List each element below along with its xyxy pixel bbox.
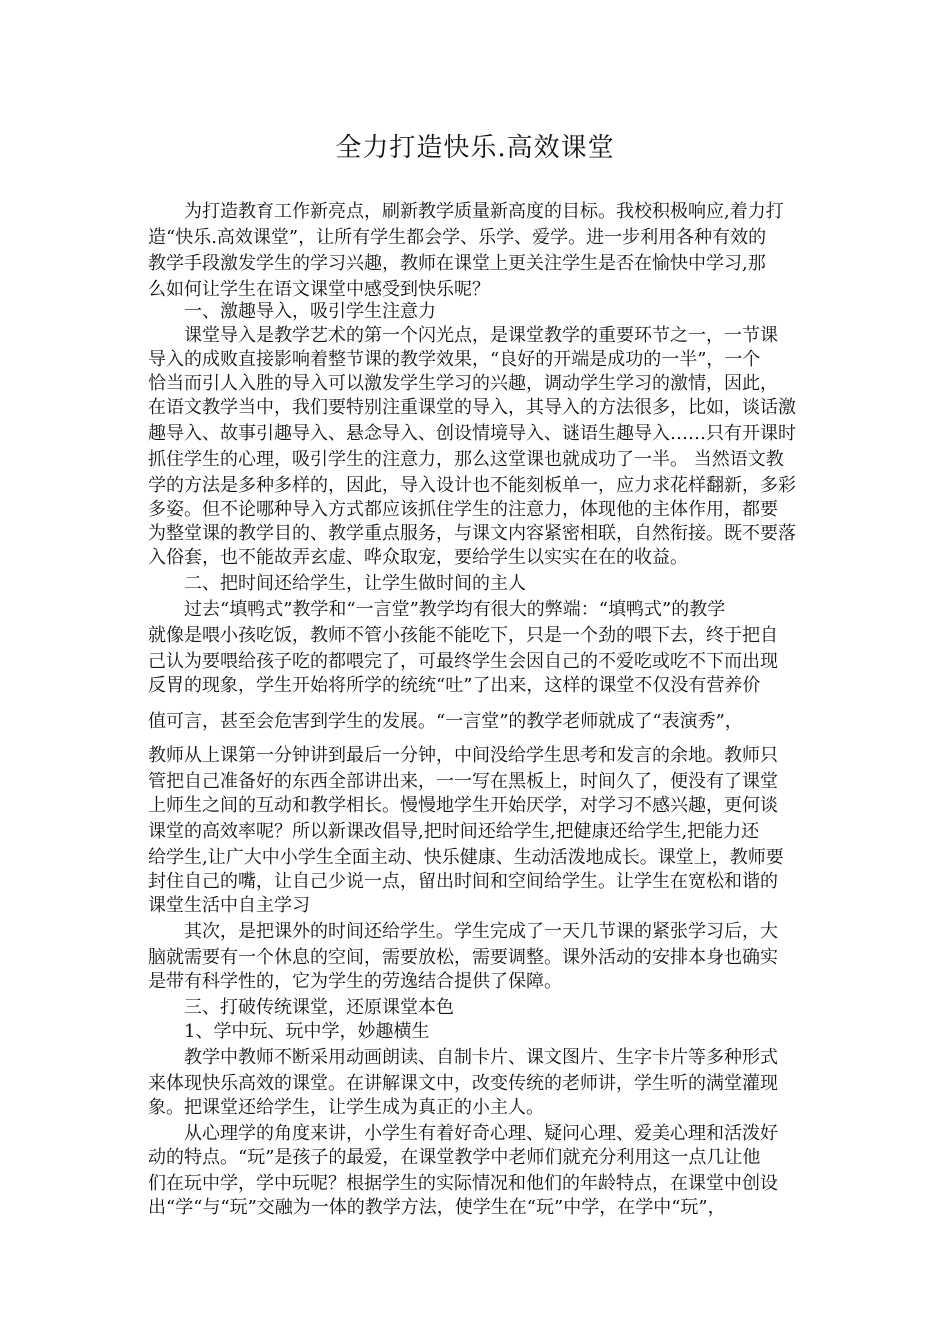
text-line: 象。把课堂还给学生，让学生成为真正的小主人。 <box>148 1097 544 1118</box>
text-line: 为打造教育工作新亮点，刷新教学质量新高度的目标。我校积极响应,着力打 <box>148 201 784 222</box>
text-line: 反胃的现象，学生开始将所学的统统“吐”了出来，这样的课堂不仅没有营养价 <box>148 675 761 696</box>
text-line: 学的方法是多种多样的，因此，导入设计也不能刻板单一，应力求花样翻新，多彩 <box>148 475 796 496</box>
text-line: 为整堂课的教学目的、教学重点服务，与课文内容紧密相联，自然衔接。既不要落 <box>148 523 796 544</box>
section-heading: 三、打破传统课堂，还原课堂本色 <box>148 997 454 1018</box>
text-line: 么如何让学生在语文课堂中感受到快乐呢？ <box>148 279 490 300</box>
document-title: 全力打造快乐.高效课堂 <box>335 133 615 163</box>
text-line: 封住自己的嘴，让自己少说一点，留出时间和空间给学生。让学生在宽松和谐的 <box>148 871 778 892</box>
text-line: 从心理学的角度来讲，小学生有着好奇心理、疑问心理、爱美心理和活泼好 <box>148 1123 778 1144</box>
text-line: 恰当而引人入胜的导入可以激发学生学习的兴趣，调动学生学习的激情，因此， <box>148 373 778 394</box>
text-line: 多姿。但不论哪种导入方式都应该抓住学生的注意力，体现他的主体作用，都要 <box>148 499 778 520</box>
text-line: 给学生,让广大中小学生全面主动、快乐健康、生动活泼地成长。课堂上，教师要 <box>148 847 784 868</box>
text-line: 教学中教师不断采用动画朗读、自制卡片、课文图片、生字卡片等多种形式 <box>148 1047 778 1068</box>
text-line: 课堂的高效率呢？所以新课改倡导,把时间还给学生,把健康还给学生,把能力还 <box>148 821 760 842</box>
text-line: 导入的成败直接影响着整节课的教学效果，“良好的开端是成功的一半”，一个 <box>148 349 761 370</box>
text-line: 趣导入、故事引趣导入、悬念导入、创设情境导入、谜语生趣导入……只有开课时 <box>148 423 796 444</box>
text-line: 是带有科学性的，它为学生的劳逸结合提供了保障。 <box>148 971 562 992</box>
text-line: 上师生之间的互动和教学相长。慢慢地学生开始厌学，对学习不感兴趣，更何谈 <box>148 795 778 816</box>
section-heading: 二、把时间还给学生，让学生做时间的主人 <box>148 573 526 594</box>
text-line: 抓住学生的心理，吸引学生的注意力，那么这堂课也就成功了一半。 当然语文教 <box>148 449 784 470</box>
text-line: 造“快乐.高效课堂”，让所有学生都会学、乐学、爱学。进一步利用各种有效的 <box>148 227 767 248</box>
text-line: 脑就需要有一个休息的空间，需要放松，需要调整。课外活动的安排本身也确实 <box>148 947 778 968</box>
text-line: 教学手段激发学生的学习兴趣，教师在课堂上更关注学生是否在愉快中学习,那 <box>148 253 766 274</box>
text-line: 管把自己准备好的东西全部讲出来，一一写在黑板上，时间久了，便没有了课堂 <box>148 771 778 792</box>
text-line: 己认为要喂给孩子吃的都喂完了，可最终学生会因自己的不爱吃或吃不下而出现 <box>148 651 778 672</box>
text-line: 过去“填鸭式”教学和“一言堂”教学均有很大的弊端：“填鸭式”的教学 <box>148 599 726 620</box>
text-line: 在语文教学当中，我们要特别注重课堂的导入，其导入的方法很多，比如，谈话激 <box>148 397 796 418</box>
text-line: 们在玩中学，学中玩呢？根据学生的实际情况和他们的年龄特点，在课堂中创设 <box>148 1173 778 1194</box>
text-line: 值可言，甚至会危害到学生的发展。“一言堂”的教学老师就成了“表演秀”， <box>148 711 743 732</box>
sub-heading: 1、学中玩、玩中学，妙趣横生 <box>148 1021 430 1042</box>
text-line: 入俗套，也不能故弄玄虚、哗众取宠，要给学生以实实在在的收益。 <box>148 547 688 568</box>
section-heading: 一、激趣导入，吸引学生注意力 <box>148 301 436 322</box>
text-line: 出“学“与“玩”交融为一体的教学方法，使学生在“玩”中学，在学中“玩”， <box>148 1197 726 1218</box>
text-line: 来体现快乐高效的课堂。在讲解课文中，改变传统的老师讲，学生听的满堂灌现 <box>148 1073 778 1094</box>
text-line: 动的特点。“玩”是孩子的最爱，在课堂教学中老师们就充分利用这一点几让他 <box>148 1147 761 1168</box>
text-line: 教师从上课第一分钟讲到最后一分钟，中间没给学生思考和发言的余地。教师只 <box>148 745 778 766</box>
text-line: 就像是喂小孩吃饭，教师不管小孩能不能吃下，只是一个劲的喂下去，终于把自 <box>148 625 778 646</box>
text-line: 课堂生活中自主学习 <box>148 895 310 916</box>
text-line: 其次，是把课外的时间还给学生。学生完成了一天几节课的紧张学习后，大 <box>148 921 778 942</box>
text-line: 课堂导入是教学艺术的第一个闪光点，是课堂教学的重要环节之一，一节课 <box>148 325 778 346</box>
